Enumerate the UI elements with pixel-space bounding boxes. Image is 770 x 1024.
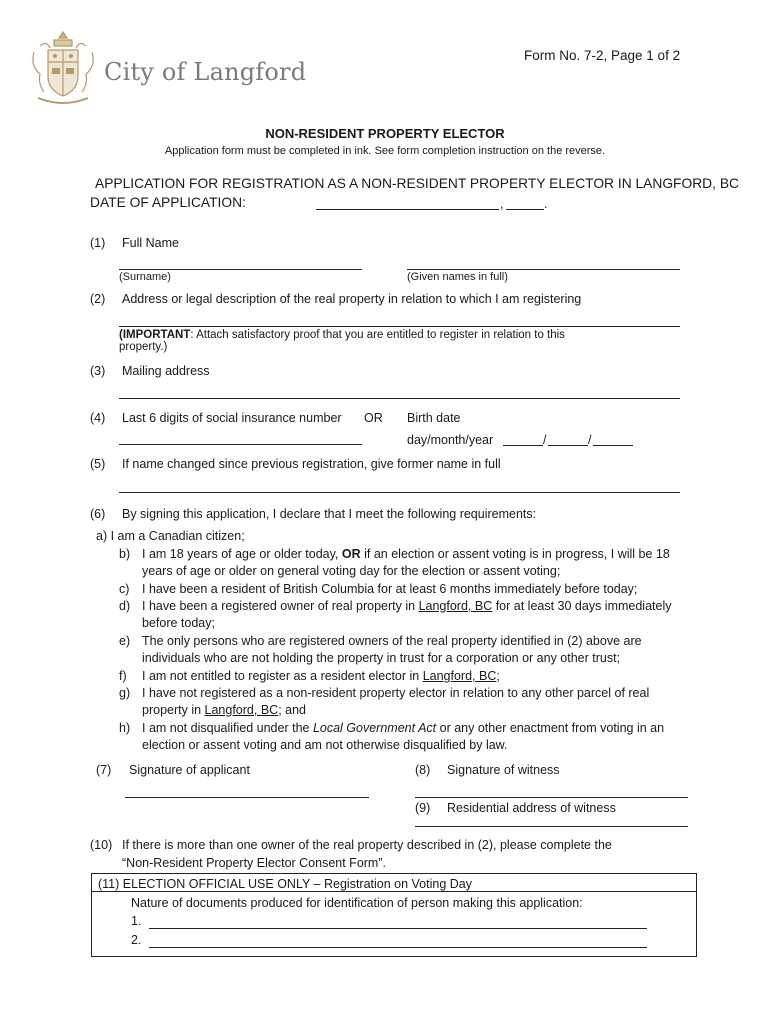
applicant-signature-field[interactable] — [125, 783, 369, 798]
field-2-number: (2) — [90, 292, 106, 306]
form-title: NON-RESIDENT PROPERTY ELECTOR — [265, 126, 505, 141]
requirement-g-line2 — [142, 702, 306, 718]
former-name-label: If name changed since previous registration, give former name in full — [122, 457, 501, 471]
requirement-e-letter: e) — [119, 634, 131, 648]
req-g-text-1: property in — [142, 703, 205, 717]
requirement-g-line1: I have not registered as a non-resident property elector in relation to any other parcel of real — [142, 686, 650, 700]
birth-day-field[interactable] — [503, 431, 543, 446]
birth-slash-2: / — [588, 433, 592, 447]
surname-caption: (Surname) — [119, 271, 171, 283]
mailing-address-field[interactable] — [119, 384, 680, 399]
req-b-text-1: I am 18 years of age or older today, — [142, 547, 342, 561]
requirement-c-letter: c) — [119, 582, 130, 596]
property-address-field[interactable] — [119, 312, 680, 327]
field-3-number: (3) — [90, 364, 106, 378]
req-f-langford: Langford, BC — [422, 669, 497, 683]
property-address-label: Address or legal description of the real property in relation to which I am registering — [122, 292, 582, 306]
date-year-field[interactable] — [506, 195, 544, 210]
requirement-c-line1: I have been a resident of British Columbia for at least 6 months immediately before today; — [142, 582, 638, 596]
req-d-text-1: I have been a registered owner of real property in — [142, 599, 419, 613]
field-10-number: (10) — [90, 838, 113, 852]
sin-field[interactable] — [119, 430, 362, 445]
date-label: DATE OF APPLICATION: — [90, 195, 246, 210]
req-b-or: OR — [341, 547, 361, 561]
requirement-g-letter: g) — [119, 686, 131, 700]
requirement-h-line2: election or assent voting and am not otherwise disqualified by law. — [142, 738, 508, 752]
document-item-1-number: 1. — [131, 914, 142, 928]
req-b-text-2: if an election or assent voting is in progress, I will be 18 — [360, 547, 670, 561]
requirement-a: a) I am a Canadian citizen; — [96, 529, 245, 543]
document-item-2-number: 2. — [131, 933, 142, 947]
important-note-line2: property.) — [119, 341, 168, 353]
req-h-text-2: or any other enactment from voting in an — [436, 721, 665, 735]
field-8-number: (8) — [415, 763, 431, 777]
field-5-number: (5) — [90, 457, 106, 471]
field-7-number: (7) — [96, 763, 112, 777]
field-6-number: (6) — [90, 507, 106, 521]
official-use-header: (11) ELECTION OFFICIAL USE ONLY – Registration on Voting Day — [98, 877, 472, 891]
given-names-field[interactable] — [407, 255, 680, 270]
date-month-day-field[interactable] — [316, 195, 499, 210]
requirement-f-letter: f) — [119, 669, 127, 683]
day-month-year-label: day/month/year — [407, 433, 494, 447]
req-h-text-1: I am not disqualified under the — [142, 721, 313, 735]
full-name-label: Full Name — [122, 236, 179, 250]
requirement-d-letter: d) — [119, 599, 131, 613]
requirement-b-letter: b) — [119, 547, 131, 561]
requirement-b-line2: years of age or older on general voting day for the election or assent voting; — [142, 564, 561, 578]
given-names-caption: (Given names in full) — [407, 271, 508, 283]
requirement-h-letter: h) — [119, 721, 131, 735]
date-comma: , — [500, 197, 504, 211]
mailing-address-label: Mailing address — [122, 364, 210, 378]
surname-field[interactable] — [119, 255, 362, 270]
field-9-number: (9) — [415, 801, 431, 815]
req-g-langford: Langford, BC — [204, 703, 279, 717]
document-item-1-field[interactable] — [149, 914, 647, 929]
application-heading: APPLICATION FOR REGISTRATION AS A NON-RESIDENT PROPERTY ELECTOR IN LANGFORD, BC — [95, 176, 739, 191]
birth-year-field[interactable] — [593, 431, 633, 446]
important-text: : Attach satisfactory proof that you are entitled to register in relation to this — [190, 329, 565, 341]
document-item-2-field[interactable] — [149, 933, 647, 948]
req-d-langford: Langford, BC — [418, 599, 493, 613]
declaration-label: By signing this application, I declare that I meet the following requirements: — [122, 507, 537, 521]
field-1-number: (1) — [90, 236, 106, 250]
ink-instruction: Application form must be completed in ink. See form completion instruction on the reverse. — [164, 145, 606, 157]
requirement-e-line2: individuals who are not holding the property in trust for a corporation or any other trust; — [142, 651, 621, 665]
birth-date-label: Birth date — [407, 411, 461, 425]
req-d-text-2: for at least 30 days immediately — [492, 599, 672, 613]
date-period: . — [544, 197, 548, 211]
witness-signature-label: Signature of witness — [447, 763, 560, 777]
city-crest-logo — [26, 28, 100, 110]
important-label: (IMPORTANT — [119, 329, 191, 341]
former-name-field[interactable] — [119, 478, 680, 493]
witness-address-label: Residential address of witness — [447, 801, 616, 815]
multiple-owner-line1: If there is more than one owner of the real property described in (2), please complete the — [122, 838, 612, 852]
applicant-signature-label: Signature of applicant — [129, 763, 250, 777]
official-use-box — [91, 873, 697, 957]
org-name-logotype: City of Langford — [104, 58, 307, 86]
important-note — [119, 329, 565, 342]
birth-slash-1: / — [543, 433, 547, 447]
req-g-text-2: ; and — [278, 703, 307, 717]
field-4-number: (4) — [90, 411, 106, 425]
witness-signature-field[interactable] — [415, 783, 688, 798]
birth-month-field[interactable] — [548, 431, 588, 446]
req-f-text-2: ; — [496, 669, 500, 683]
req-f-text-1: I am not entitled to register as a resident elector in — [142, 669, 423, 683]
form-number: Form No. 7-2, Page 1 of 2 — [524, 48, 681, 63]
documents-label: Nature of documents produced for identification of person making this application: — [131, 896, 583, 910]
witness-address-field[interactable] — [415, 812, 688, 827]
or-label: OR — [364, 411, 383, 425]
requirement-h-line1 — [142, 720, 664, 736]
requirement-d-line1 — [142, 598, 671, 614]
req-h-act: Local Government Act — [312, 721, 437, 735]
requirement-f-line1 — [142, 668, 500, 684]
requirement-d-line2: before today; — [142, 616, 215, 630]
multiple-owner-line2: “Non-Resident Property Elector Consent Form”. — [122, 856, 386, 870]
requirement-e-line1: The only persons who are registered owners of the real property identified in (2) above are — [142, 634, 642, 648]
sin-label: Last 6 digits of social insurance number — [122, 411, 342, 425]
requirement-b-line1 — [142, 546, 670, 562]
